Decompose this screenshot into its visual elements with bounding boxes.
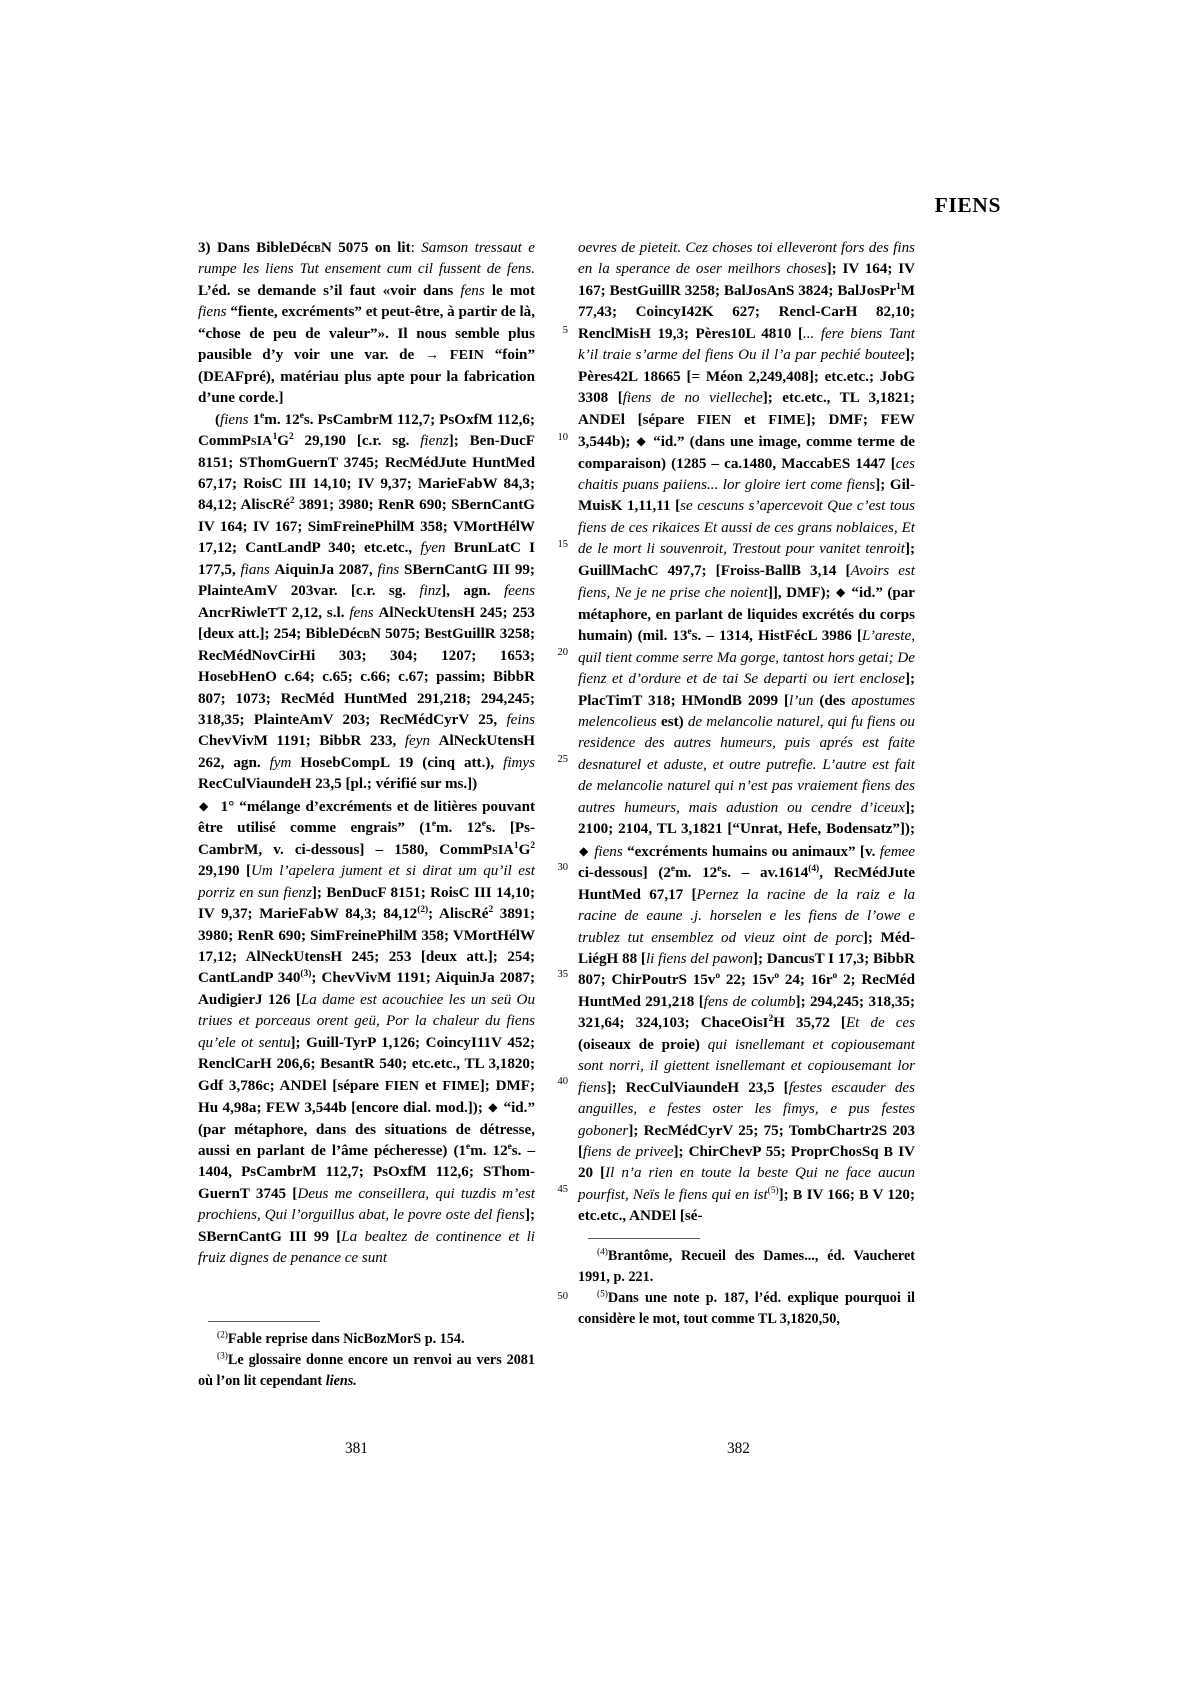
line-number: 45 xyxy=(557,1184,568,1195)
footnote-marker: (2) xyxy=(217,1330,228,1341)
line-number: 40 xyxy=(557,1076,568,1087)
footnotes-right-column xyxy=(578,1238,915,1330)
two-column-body xyxy=(198,238,998,1390)
right-column-text xyxy=(578,238,915,1228)
paragraph-etymology-note: 3) Dans BibleDécbN 5075 on lit: Samson tressaut e rumpe les liens Tut ensement cum cil fussent de fens. L’éd. se demande s’il faut «voir dans fens le mot fiens “fiente, excréments” et peut-être, à partir de là, “chose de peu de valeur”». Il nous semble plus pausible d’y voir une var. de → FEIN “foin” (DEAFpré), matériau plus apte pour la fabrication d’une corde.] xyxy=(198,240,535,407)
footnote-separator-rule xyxy=(208,1321,320,1322)
footnote-item xyxy=(578,1288,915,1330)
footnote-item xyxy=(198,1329,535,1350)
footnote-marker: (4) xyxy=(597,1247,608,1258)
running-head: FIENS xyxy=(934,193,1001,217)
line-number: 30 xyxy=(557,862,568,873)
footnote-text: Fable reprise dans NicBozMorS p. 154. xyxy=(227,1331,465,1348)
line-number: 20 xyxy=(557,647,568,658)
footnotes-left-column xyxy=(198,1321,535,1392)
footnote-marker: (5) xyxy=(597,1289,608,1300)
folio-left: 381 xyxy=(345,1440,368,1457)
line-number: 10 xyxy=(557,432,568,443)
line-number-gutter xyxy=(538,238,568,1302)
line-number: 50 xyxy=(557,1291,568,1302)
line-number: 5 xyxy=(562,325,568,336)
line-number: 25 xyxy=(557,754,568,765)
paragraph-sense-1: ◆ 1° “mélange d’excréments et de litières pouvant être utilisé comme engrais” (1em. 12es. [Ps-CambrM, v. ci-dessous] – 1580, $CommPsIA^1G^2$ 29,190 [Um l’apelera jument et si dirat um qu’il est porriz en sun fienz]; BenDucF 8151; RoisC III 14,10; IV 9,37; MarieFabW 84,3; 84,12$^{(2)}$; AliscRé$^2$ 3891; 3980; RenR 690; SimFreinePhilM 358; VMortHélW 17,12; AlNeckUtensH 245; 253 [deux att.]; 254; CantLandP 340$^{(3)}$; ChevVivM 1191; AiquinJa 2087; AudigierJ 126 [La dame est acouchiee les un seü Ou triues et porceaus orent geü, Por la chaleur du fiens qu’ele ot sentu]; Guill-TyrP 1,126; CoincyI11V 452; RenclCarH 206,6; BesantR 540; etc.etc., TL 3,1820; Gdf 3,786c; ANDEl [sépare FIEN et FIME]; DMF; Hu 4,98a; FEW 3,544b [encore dial. mod.]); ◆ “id.” (par métaphore, dans des situations de détresse, aussi en parlant de l’âme pécheresse) (1em. 12es. – 1404, PsCambrM 112,7; PsOxfM 112,6; SThom-GuernT 3745 [Deus me conseillera, qui tuzdis m’est prochiens, Qui l’orguillus abat, le povre oste del fiens]; SBernCantG III 99 [La bealtez de continence et li fruiz dignes de penance ce sunt xyxy=(198,798,536,1267)
paragraph-forms-list: (fiens 1em. 12es. PsCambrM 112,7; PsOxfM 112,6; $CommPsIA^1G^2$ 29,190 [c.r. sg. fienz]; Ben-DucF 8151; SThomGuernT 3745; RecMédJute HuntMed 67,17; RoisC III 14,10; IV 9,37; MarieFabW 84,3; 84,12; AliscRé$^2$ 3891; 3980; RenR 690; SBernCantG IV 164; IV 167; SimFreinePhilM 358; VMortHélW 17,12; CantLandP 340; etc.etc., fyen BrunLatC I 177,5, fians AiquinJa 2087, fins SBernCantG III 99; PlainteAmV 203var. [c.r. sg. finz], agn. feens AncrRiwleTT 2,12, s.l. fens AlNeckUtensH 245; 253 [deux att.]; 254; BibleDécbN 5075; BestGuillR 3258; RecMédNovCirHi 303; 304; 1207; 1653; HosebHenO c.64; c.65; c.66; c.67; passim; BibbR 807; 1073; RecMéd HuntMed 291,218; 294,245; 318,35; PlainteAmV 203; RecMédCyrV 25, feins ChevVivM 1191; BibbR 233, feyn AlNeckUtensH 262, agn. fym HosebCompL 19 (cinq att.), fimys RecCulViaundeH 23,5 [pl.; vérifié sur ms.]) xyxy=(198,410,536,793)
left-column-text xyxy=(198,238,535,1270)
line-number: 35 xyxy=(557,969,568,980)
footnote-text: Brantôme, Recueil des Dames..., éd. Vaucheret 1991, p. 221. xyxy=(578,1248,915,1286)
footnote-separator-rule xyxy=(588,1238,700,1239)
footnote-item: $^{(3)}$Le glossaire donne encore un renvoi au vers 2081 où l’on lit cependant liens. xyxy=(198,1351,535,1390)
left-column xyxy=(198,238,535,1270)
line-number: 15 xyxy=(557,539,568,550)
right-column xyxy=(578,238,915,1228)
footnote-text: Dans une note p. 187, l’éd. explique pourquoi il considère le mot, tout comme TL 3,1820,50, xyxy=(578,1290,915,1328)
paragraph-right-continuation: oevres de pieteit. Cez choses toi elleveront fors des fins en la sperance de oser meilhors choses]; IV 164; IV 167; BestGuillR 3258; BalJosAnS 3824; BalJosPr$^1$M 77,43; CoincyI42K 627; Rencl-CarH 82,10; RenclMisH 19,3; Pères10L 4810 [... fere biens Tant k’il traie s’arme del fiens Ou il l’a par pechié boutee]; Pères42L 18665 [= Méon 2,249,408]; etc.etc.; JobG 3308 [fiens de no vielleche]; etc.etc., TL 3,1821; ANDEl [sépare FIEN et FIME]; DMF; FEW 3,544b); ◆ “id.” (dans une image, comme terme de comparaison) (1285 – ca.1480, MaccabES 1447 [ces chaitis puans paiiens... lor gloire iert come fiens]; Gil-MuisK 1,11,11 [se cescuns s’apercevoit Que c’est tous fiens de ces rikaices Et aussi de ces grans noblaices, Et de le mort li souvenroit, Trestout pour vanitet tenroit]; GuillMachC 497,7; [Froiss-BallB 3,14 [Avoirs est fiens, Ne je ne prise che noient]], DMF); ◆ “id.” (par métaphore, en parlant de liquides excrétés du corps humain) (mil. 13es. – 1314, HistFécL 3986 [L’areste, quil tient comme serre Ma gorge, tantost hors getai; De fienz et d’ordure et de tai Se departi ou iert enclose]; PlacTimT 318; HMondB 2099 [l’un (des apostumes melencolieus est) de melancolie naturel, qui fu fiens ou residence des autres humeurs, puis aprés est faite desnaturel et aduste, et outre putrefie. L’autre est fait de melancolie naturel qui n’est pas vraiement fiens des autres humeurs, mais adustion ou cendre d’iceux]; 2100; 2104, TL 3,1821 [“Unrat, Hefe, Bodensatz”]); ◆ fiens “excréments humains ou animaux” [v. femee ci-dessous] (2em. 12es. – av.1614$^{(4)}$, RecMédJute HuntMed 67,17 [Pernez la racine de la raiz e la racine de eaune .j. horselen e les fiens de l’owe e trublez tut ensemblez od vieuz oint de porc]; Méd-LiégH 88 [li fiens del pawon]; DancusT I 17,3; BibbR 807; ChirPoutrS $15v^o$ 22; $15v^o$ 24; $16r^o$ 2; RecMéd HuntMed 291,218 [fens de columb]; 294,245; 318,35; 321,64; 324,103; ChaceOisI$^2$H 35,72 [Et de ces (oiseaux de proie) qui isnellemant et copiousemant sont norri, il giettent isnellemant et copiousemant lor fiens]; RecCulViaundeH 23,5 [festes escauder des anguilles, e festes oster les fimys, e pus festes goboner]; RecMédCyrV 25; 75; TombChartr2S 203 [fiens de privee]; ChirChevP 55; ProprChosSq B IV 20 [Il n’a rien en toute la beste Qui ne face aucun pourfist, Neïs le fiens qui en ist$^{(5)}$]; B IV 166; B V 120; etc.etc., ANDEl [sé- xyxy=(578,240,916,1225)
footnote-item xyxy=(578,1246,915,1288)
footnote-marker: (3) xyxy=(217,1351,228,1362)
folio-right: 382 xyxy=(727,1440,750,1457)
